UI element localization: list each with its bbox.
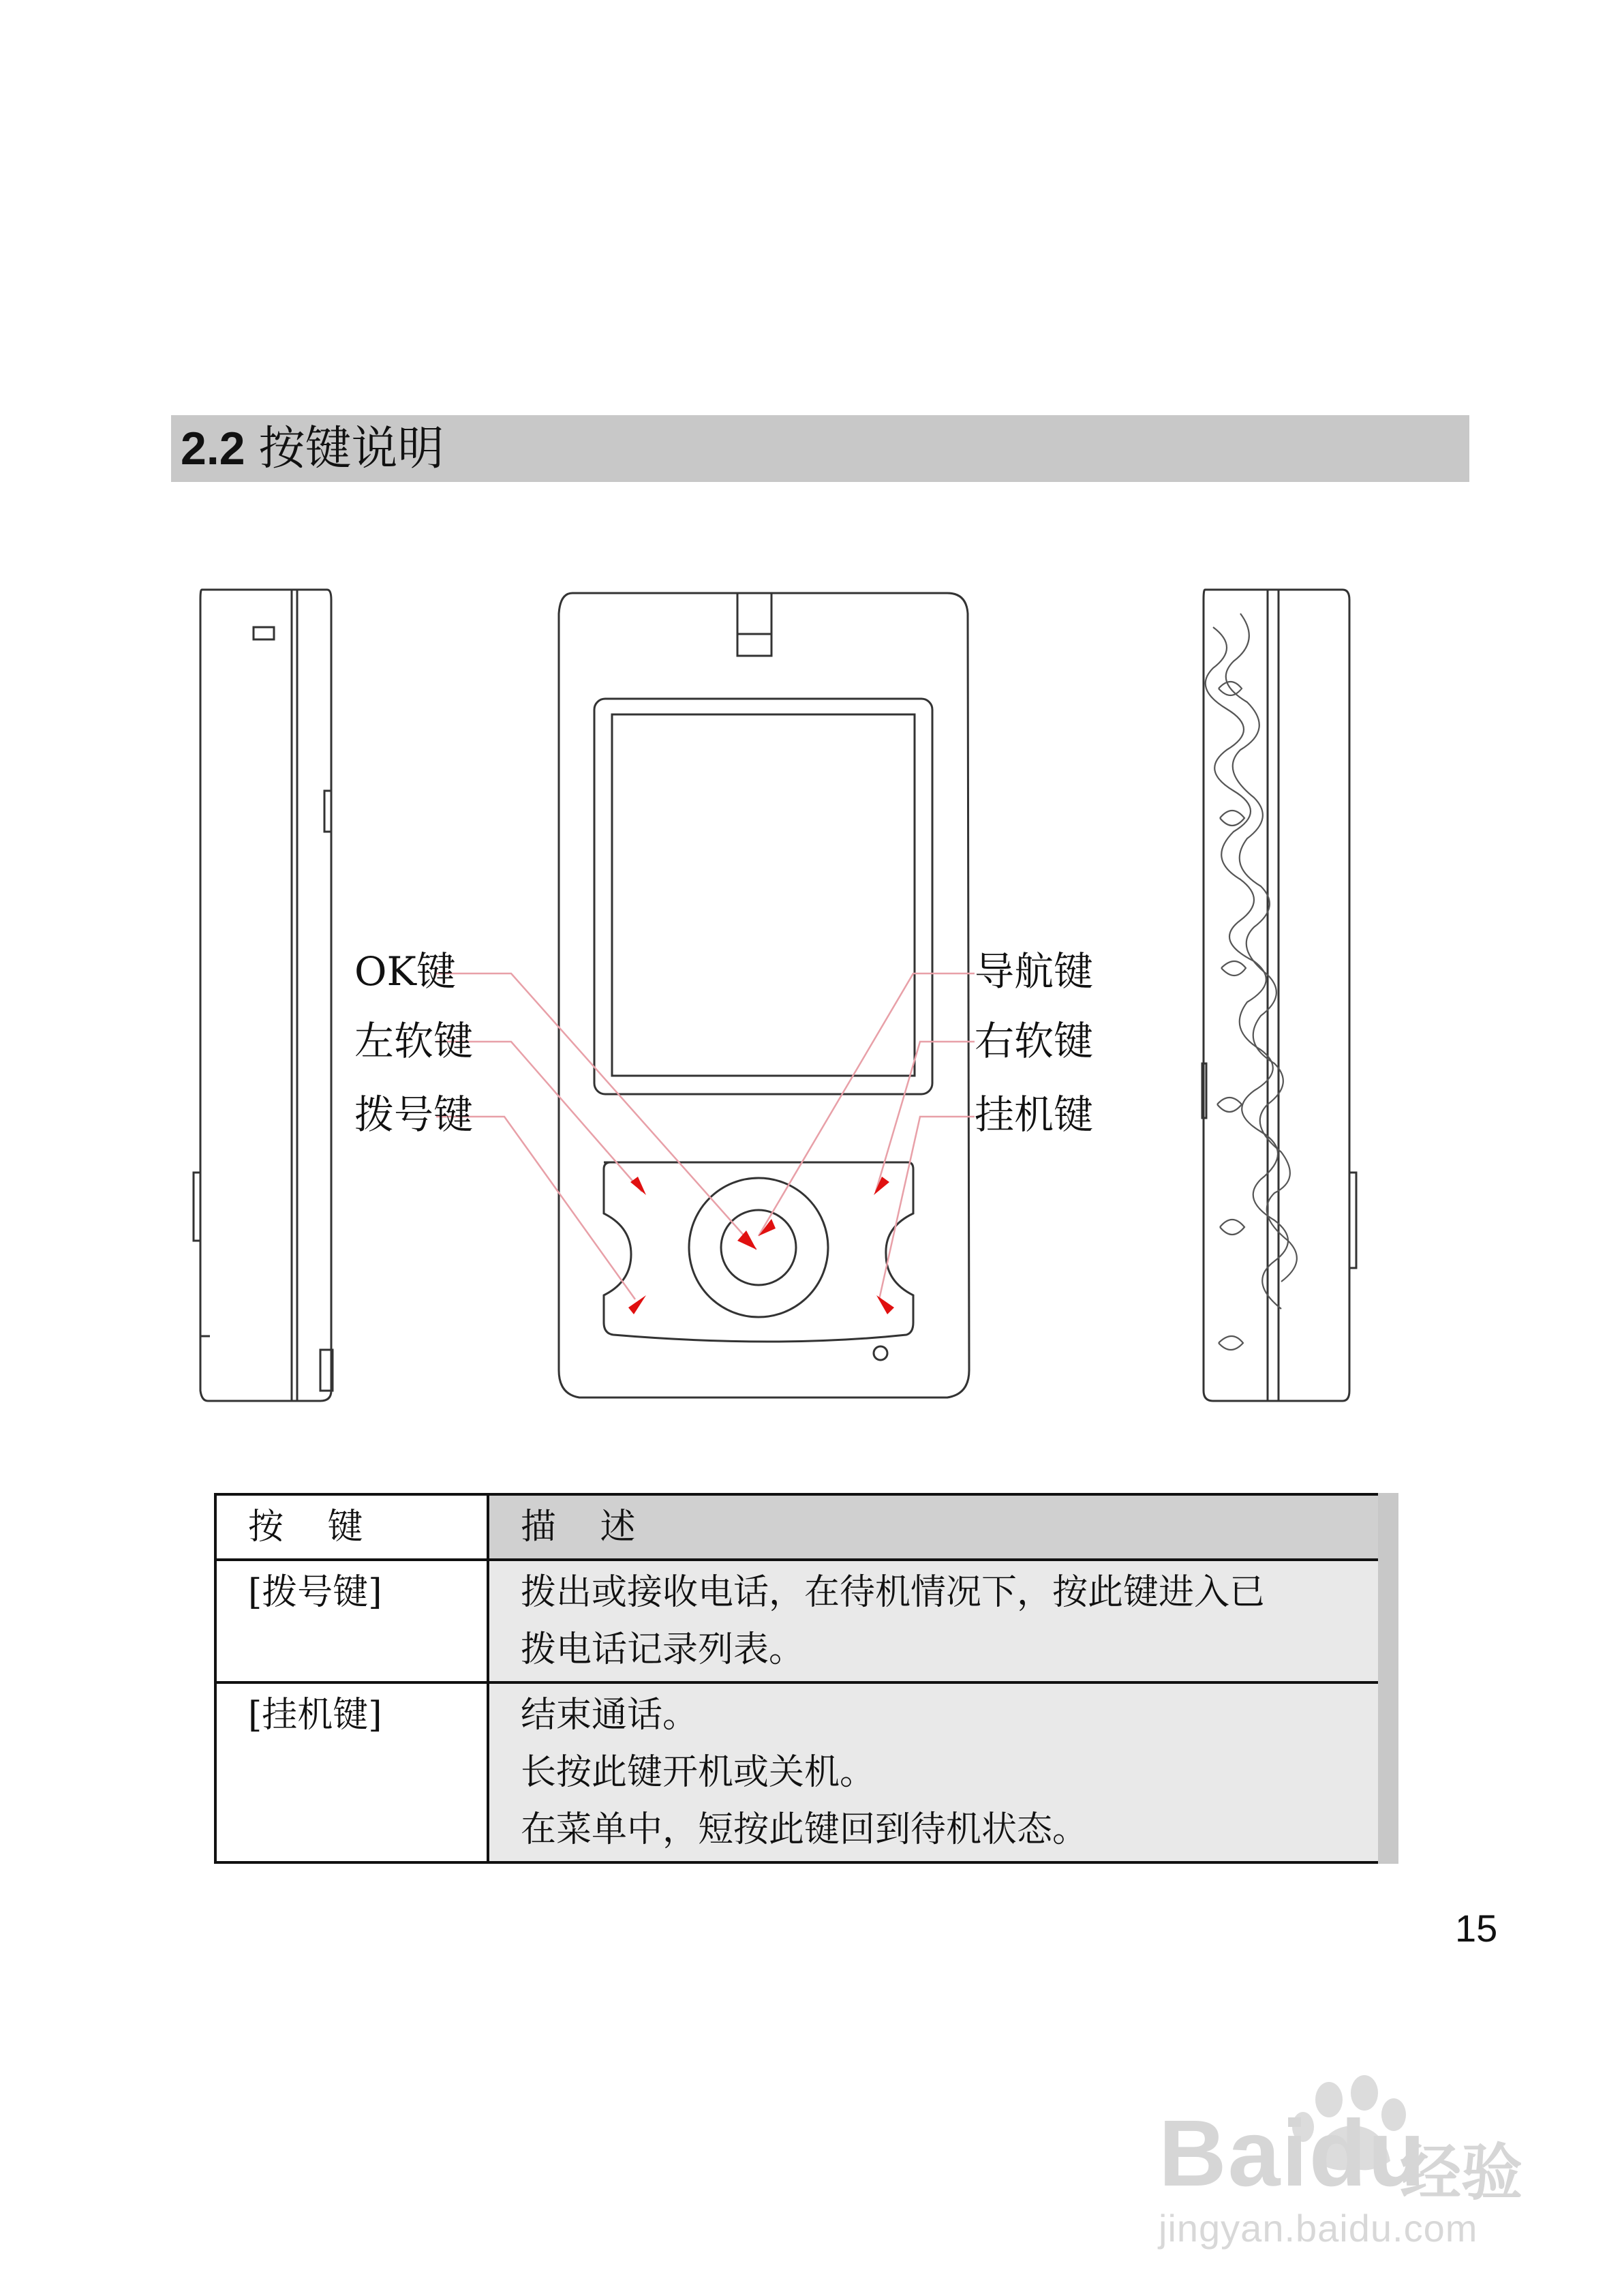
baidu-jingyan-watermark (1159, 2072, 1540, 2250)
key-description-table (214, 1493, 1398, 1864)
header-desc: 描 述 (488, 1494, 1388, 1560)
desc-line: 拨电话记录列表。 (521, 1629, 805, 1670)
section-number: 2.2 (181, 423, 245, 474)
phone-right-side-view (1202, 590, 1356, 1401)
watermark-product: 经验 (1400, 2137, 1522, 2209)
table-row (215, 1682, 1388, 1862)
page-number: 15 (1455, 1907, 1498, 1950)
header-key: 按 键 (215, 1494, 488, 1560)
decorative-swirl-pattern (1206, 614, 1297, 1350)
desc-line: 结束通话。 (521, 1695, 699, 1736)
row-key-end: [挂机键] (215, 1682, 488, 1862)
row-desc-dial (488, 1560, 1388, 1682)
label-ok-key: OK键 (354, 948, 456, 995)
label-left-soft-key: 左软键 (354, 1018, 474, 1064)
label-right-soft-key: 右软键 (975, 1018, 1094, 1064)
label-navigation-key: 导航键 (975, 948, 1094, 995)
desc-line: 在菜单中，短按此键回到待机状态。 (521, 1809, 1088, 1850)
phone-illustration (191, 586, 1363, 1404)
section-title (181, 421, 444, 477)
row-desc-end (488, 1682, 1388, 1862)
phone-front-view (559, 593, 969, 1398)
section-header (171, 415, 1469, 482)
table-header-row (215, 1494, 1388, 1560)
watermark-url: jingyan.baidu.com (1159, 2207, 1478, 2250)
label-end-key: 挂机键 (975, 1091, 1094, 1138)
phone-diagram (191, 586, 1363, 1404)
label-dial-key: 拨号键 (354, 1091, 474, 1138)
phone-left-side-view (194, 590, 333, 1401)
desc-line: 拨出或接收电话，在待机情况下，按此键进入已 (521, 1572, 1266, 1613)
desc-line: 长按此键开机或关机。 (521, 1752, 876, 1793)
section-title-text: 按键说明 (258, 422, 444, 476)
watermark-brand: Baidu (1159, 2101, 1427, 2206)
table-row (215, 1560, 1388, 1682)
row-key-dial: [拨号键] (215, 1560, 488, 1682)
